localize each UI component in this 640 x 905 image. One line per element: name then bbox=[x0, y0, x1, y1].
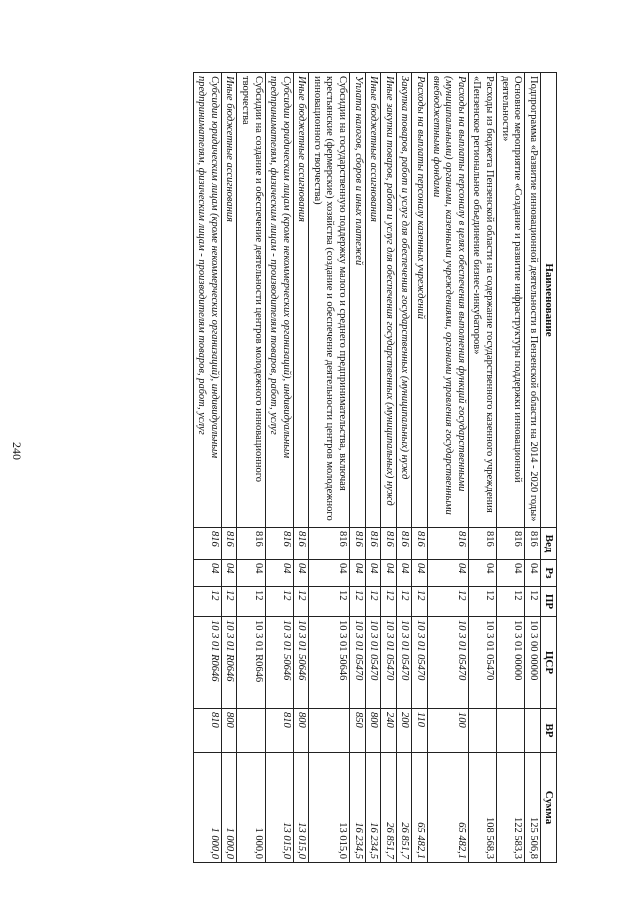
rotated-table-container bbox=[82, 72, 557, 862]
cell-pr: 12 bbox=[265, 587, 293, 617]
cell-pr: 12 bbox=[221, 587, 237, 617]
cell-csr: 10 3 01 R0646 bbox=[237, 617, 265, 709]
cell-csr: 10 3 00 00000 bbox=[525, 617, 541, 709]
cell-pr: 12 bbox=[350, 587, 366, 617]
cell-ved: 816 bbox=[381, 528, 397, 560]
header-csr: ЦСР bbox=[540, 617, 556, 709]
cell-rz: 04 bbox=[293, 560, 309, 587]
cell-rz: 04 bbox=[193, 560, 221, 587]
table-row bbox=[237, 73, 265, 863]
table-row bbox=[412, 73, 428, 863]
cell-name: Иные закупки товаров, работ и услуг для обеспечения государственных (муниципальных) нужд bbox=[381, 73, 397, 528]
cell-rz: 04 bbox=[525, 560, 541, 587]
cell-vr bbox=[497, 709, 525, 753]
cell-vr: 800 bbox=[293, 709, 309, 753]
cell-name: Иные бюджетные ассигнования bbox=[293, 73, 309, 528]
cell-csr: 10 3 01 50646 bbox=[265, 617, 293, 709]
table-row bbox=[293, 73, 309, 863]
table-row bbox=[525, 73, 541, 863]
cell-pr: 12 bbox=[365, 587, 381, 617]
header-pr: ПР bbox=[540, 587, 556, 617]
cell-name: Субсидии юридическим лицам (кроме некоммерческих организаций), индивидуальным предпринимателям, физическим лицам - производителям товаров, работ, услуг bbox=[193, 73, 221, 528]
cell-ved: 816 bbox=[497, 528, 525, 560]
cell-ved: 816 bbox=[193, 528, 221, 560]
header-name: Наименование bbox=[540, 73, 556, 528]
cell-vr: 850 bbox=[350, 709, 366, 753]
cell-vr: 810 bbox=[265, 709, 293, 753]
cell-rz: 04 bbox=[497, 560, 525, 587]
cell-vr: 810 bbox=[193, 709, 221, 753]
header-ved: Вед bbox=[540, 528, 556, 560]
cell-sum: 1 000,0 bbox=[237, 753, 265, 863]
cell-ved: 816 bbox=[237, 528, 265, 560]
cell-csr: 10 3 01 00000 bbox=[497, 617, 525, 709]
cell-ved: 816 bbox=[265, 528, 293, 560]
cell-name: Субсидии на государственную поддержку малого и среднего предпринимательства, включая крестьянские (фермерские) хозяйства (создание и обеспечение деятельности центров молодежного инновационного творчества) bbox=[309, 73, 350, 528]
cell-name: Основное мероприятие «Создание и развитие инфраструктуры поддержки инновационной деятельности» bbox=[497, 73, 525, 528]
cell-sum: 26 851,7 bbox=[381, 753, 397, 863]
cell-csr: 10 3 01 05470 bbox=[365, 617, 381, 709]
table-row bbox=[350, 73, 366, 863]
cell-vr: 200 bbox=[396, 709, 412, 753]
table-row bbox=[468, 73, 496, 863]
cell-vr: 800 bbox=[221, 709, 237, 753]
cell-rz: 04 bbox=[365, 560, 381, 587]
budget-table bbox=[193, 72, 557, 863]
cell-sum: 1 000,0 bbox=[193, 753, 221, 863]
cell-ved: 816 bbox=[293, 528, 309, 560]
cell-vr: 240 bbox=[381, 709, 397, 753]
table-row bbox=[193, 73, 221, 863]
cell-vr: 110 bbox=[412, 709, 428, 753]
header-rz: Рз bbox=[540, 560, 556, 587]
cell-csr: 10 3 01 05470 bbox=[412, 617, 428, 709]
cell-rz: 04 bbox=[309, 560, 350, 587]
cell-pr: 12 bbox=[193, 587, 221, 617]
cell-rz: 04 bbox=[237, 560, 265, 587]
cell-csr: 10 3 01 R0646 bbox=[193, 617, 221, 709]
table-row bbox=[497, 73, 525, 863]
cell-sum: 122 583,3 bbox=[497, 753, 525, 863]
cell-csr: 10 3 01 05470 bbox=[350, 617, 366, 709]
cell-csr: 10 3 01 R0646 bbox=[221, 617, 237, 709]
cell-csr: 10 3 01 50646 bbox=[293, 617, 309, 709]
cell-sum: 65 482,1 bbox=[412, 753, 428, 863]
cell-name: Расходы на выплаты персоналу казенных учреждений bbox=[412, 73, 428, 528]
cell-sum: 13 015,0 bbox=[293, 753, 309, 863]
cell-vr: 100 bbox=[428, 709, 469, 753]
cell-rz: 04 bbox=[428, 560, 469, 587]
cell-rz: 04 bbox=[350, 560, 366, 587]
cell-name: Закупка товаров, работ и услуг для обеспечения государственных (муниципальных) нужд bbox=[396, 73, 412, 528]
cell-ved: 816 bbox=[428, 528, 469, 560]
cell-rz: 04 bbox=[412, 560, 428, 587]
cell-rz: 04 bbox=[468, 560, 496, 587]
cell-sum: 65 482,1 bbox=[428, 753, 469, 863]
cell-name: Расходы из бюджета Пензенской области на содержание государственного казенного учреждения «Пензенское региональное объединение бизнес-инкубаторов» bbox=[468, 73, 496, 528]
cell-sum: 108 568,3 bbox=[468, 753, 496, 863]
cell-name: Уплата налогов, сборов и иных платежей bbox=[350, 73, 366, 528]
cell-pr: 12 bbox=[293, 587, 309, 617]
cell-sum: 16 234,5 bbox=[365, 753, 381, 863]
cell-pr: 12 bbox=[525, 587, 541, 617]
cell-name: Расходы на выплаты персоналу в целях обеспечения выполнения функций государственными (муниципальными) органами, казенными учреждениями, органами управления государственными внебюджетными фондами bbox=[428, 73, 469, 528]
cell-rz: 04 bbox=[396, 560, 412, 587]
cell-sum: 125 506,8 bbox=[525, 753, 541, 863]
header-vr: ВР bbox=[540, 709, 556, 753]
table-header-row bbox=[540, 73, 556, 863]
cell-name: Иные бюджетные ассигнования bbox=[221, 73, 237, 528]
header-sum: Сумма bbox=[540, 753, 556, 863]
cell-csr: 10 3 01 50646 bbox=[309, 617, 350, 709]
cell-vr: 800 bbox=[365, 709, 381, 753]
cell-ved: 816 bbox=[525, 528, 541, 560]
table-row bbox=[396, 73, 412, 863]
cell-name: Подпрограмма «Развитие инновационной деятельности в Пензенской области на 2014 - 2020 годы» bbox=[525, 73, 541, 528]
cell-sum: 13 015,0 bbox=[265, 753, 293, 863]
cell-csr: 10 3 01 05470 bbox=[381, 617, 397, 709]
cell-ved: 816 bbox=[350, 528, 366, 560]
cell-rz: 04 bbox=[381, 560, 397, 587]
cell-vr bbox=[525, 709, 541, 753]
cell-pr: 12 bbox=[468, 587, 496, 617]
cell-ved: 816 bbox=[221, 528, 237, 560]
cell-ved: 816 bbox=[365, 528, 381, 560]
cell-pr: 12 bbox=[237, 587, 265, 617]
cell-pr: 12 bbox=[381, 587, 397, 617]
cell-rz: 04 bbox=[265, 560, 293, 587]
table-row bbox=[381, 73, 397, 863]
cell-sum: 13 015,0 bbox=[309, 753, 350, 863]
cell-vr bbox=[468, 709, 496, 753]
cell-pr: 12 bbox=[309, 587, 350, 617]
cell-pr: 12 bbox=[497, 587, 525, 617]
table-row bbox=[428, 73, 469, 863]
cell-sum: 1 000,0 bbox=[221, 753, 237, 863]
cell-ved: 816 bbox=[468, 528, 496, 560]
cell-sum: 16 234,5 bbox=[350, 753, 366, 863]
cell-sum: 26 851,7 bbox=[396, 753, 412, 863]
cell-pr: 12 bbox=[428, 587, 469, 617]
table-row bbox=[221, 73, 237, 863]
cell-name: Субсидии на создание и обеспечение деятельности центров молодежного инновационного творчества bbox=[237, 73, 265, 528]
cell-ved: 816 bbox=[412, 528, 428, 560]
cell-pr: 12 bbox=[412, 587, 428, 617]
cell-ved: 816 bbox=[396, 528, 412, 560]
table-row bbox=[265, 73, 293, 863]
cell-csr: 10 3 01 05470 bbox=[428, 617, 469, 709]
table-row bbox=[309, 73, 350, 863]
cell-csr: 10 3 01 05470 bbox=[468, 617, 496, 709]
cell-csr: 10 3 01 05470 bbox=[396, 617, 412, 709]
cell-name: Иные бюджетные ассигнования bbox=[365, 73, 381, 528]
cell-vr bbox=[237, 709, 265, 753]
table-row bbox=[365, 73, 381, 863]
cell-name: Субсидии юридическим лицам (кроме некоммерческих организаций), индивидуальным предпринимателям, физическим лицам - производителям товаров, работ, услуг bbox=[265, 73, 293, 528]
page-number: 240 bbox=[10, 442, 24, 460]
cell-ved: 816 bbox=[309, 528, 350, 560]
cell-vr bbox=[309, 709, 350, 753]
cell-rz: 04 bbox=[221, 560, 237, 587]
cell-pr: 12 bbox=[396, 587, 412, 617]
